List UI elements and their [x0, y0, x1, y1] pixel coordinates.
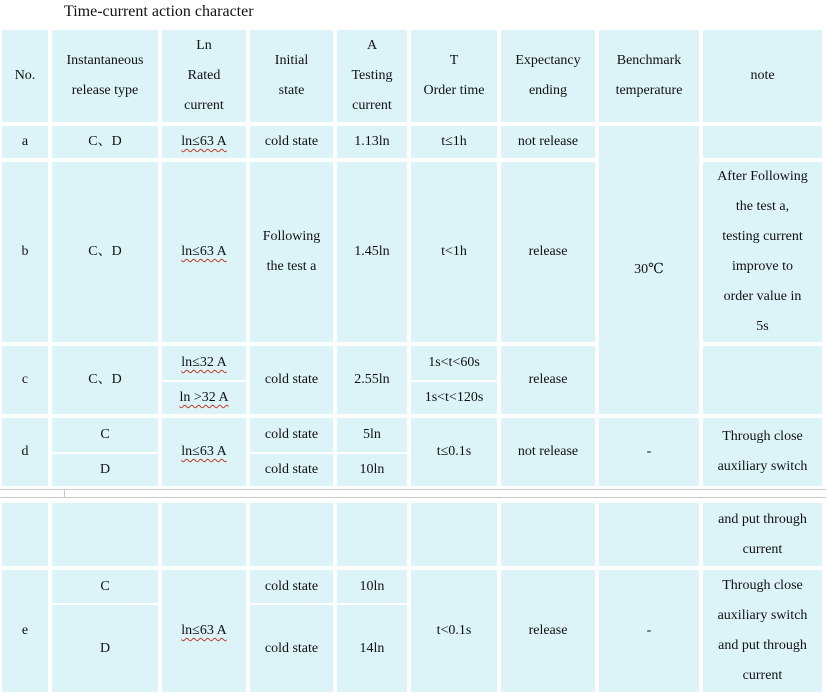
header-benchmark-line1: Benchmark: [616, 53, 682, 68]
row-b-no: [2, 162, 48, 342]
row-b-note-line5: order value in: [723, 289, 802, 304]
row-b-note-line1: After Following: [717, 169, 808, 184]
row-a-ending: [501, 126, 595, 158]
row-e-no: [2, 570, 48, 692]
row-d-benchmark-text: -: [646, 444, 652, 459]
row-d-note: [703, 418, 822, 486]
row-e-ending: [501, 570, 595, 692]
row-d-type-2-text: D: [99, 462, 111, 477]
row-e-current-2-text: 14ln: [359, 640, 385, 656]
header-note: [703, 30, 822, 122]
row-c-rated-1-text: ln≤32 A: [181, 355, 227, 370]
row-b-ending: [501, 162, 595, 342]
cont-current: [337, 503, 407, 566]
row-c-no: [2, 346, 48, 414]
row-a-rated-text: ln≤63 A: [181, 134, 227, 149]
header-release-type-line2: release type: [71, 83, 139, 98]
row-a-time: [411, 126, 497, 158]
row-e-type-2: [52, 605, 158, 692]
cont-note-line1: and put through: [718, 511, 807, 527]
row-b-time: [411, 162, 497, 342]
header-order-time-line2: Order time: [423, 83, 485, 98]
row-c-time-1: [411, 346, 497, 380]
row-e-current-1: [337, 570, 407, 603]
row-c-type-text: C、D: [88, 372, 122, 387]
row-e-time-text: t<0.1s: [436, 623, 472, 638]
header-release-type-line1: Instantaneous: [66, 53, 144, 68]
row-d-current-1: [337, 418, 407, 452]
row-e-rated: [162, 570, 246, 692]
row-d-time-text: t≤0.1s: [436, 444, 472, 459]
row-e-time: [411, 570, 497, 692]
row-b-note-line4: improve to: [731, 259, 794, 274]
row-e-benchmark-text: -: [646, 623, 652, 638]
header-no: [2, 30, 48, 122]
row-b-note: [703, 162, 822, 342]
row-e-benchmark: [599, 570, 699, 692]
header-expectancy: [501, 30, 595, 122]
header-rated-current: [162, 30, 246, 122]
row-e-state-1-text: cold state: [264, 578, 319, 594]
header-initial-state: [250, 30, 333, 122]
header-release-type: [52, 30, 158, 122]
row-b-state-line1: Following: [262, 229, 321, 244]
row-d-current-2: [337, 454, 407, 486]
row-e-ending-text: release: [528, 623, 568, 638]
header-note-label: note: [750, 68, 775, 83]
row-c-current: [337, 346, 407, 414]
row-d-state-1-text: cold state: [264, 427, 319, 442]
row-a-no: [2, 126, 48, 158]
row-c-state-text: cold state: [264, 372, 319, 387]
row-b-state-line2: the test a: [266, 259, 317, 274]
row-a-time-text: t≤1h: [441, 134, 467, 149]
row-c-ending: [501, 346, 595, 414]
row-c-state: [250, 346, 333, 414]
page-break-tick: [64, 489, 65, 498]
cont-rated: [162, 503, 246, 566]
row-e-note-line2: auxiliary switch: [717, 608, 808, 623]
cont-state: [250, 503, 333, 566]
row-d-type-2: [52, 454, 158, 486]
row-d-current-2-text: 10ln: [359, 462, 385, 477]
row-a-note: [703, 126, 822, 158]
row-a-current-text: 1.13ln: [354, 134, 390, 149]
row-c-current-text: 2.55ln: [354, 372, 390, 387]
row-c-ending-text: release: [528, 372, 568, 387]
header-benchmark: [599, 30, 699, 122]
header-order-time-line1: T: [449, 53, 459, 68]
row-c-time-1-text: 1s<t<60s: [428, 355, 480, 370]
cont-time: [411, 503, 497, 566]
row-e-type-1: [52, 570, 158, 603]
benchmark-temperature-cell: [599, 126, 699, 414]
row-c-time-2-text: 1s<t<120s: [424, 390, 484, 405]
row-c-type: [52, 346, 158, 414]
row-a-state: [250, 126, 333, 158]
row-b-note-line2: the test a,: [735, 199, 790, 214]
row-a-type: [52, 126, 158, 158]
row-d-state-2: [250, 454, 333, 486]
row-d-state-2-text: cold state: [264, 462, 319, 477]
row-e-no-text: e: [21, 623, 29, 638]
row-e-current-2: [337, 605, 407, 692]
row-b-ending-text: release: [528, 244, 568, 259]
header-testing-current: [337, 30, 407, 122]
row-b-current: [337, 162, 407, 342]
header-rated-current-line3: current: [184, 98, 224, 113]
row-c-no-text: c: [21, 372, 29, 387]
row-c-note: [703, 346, 822, 414]
row-d-ending-text: not release: [517, 444, 579, 459]
cont-no: [2, 503, 48, 566]
row-e-state-2: [250, 605, 333, 692]
row-a-type-text: C、D: [88, 134, 122, 149]
row-c-rated-2: [162, 382, 246, 414]
row-a-no-text: a: [21, 134, 29, 149]
row-e-note-line3: and put through: [718, 638, 807, 653]
row-a-current: [337, 126, 407, 158]
row-d-no: [2, 418, 48, 486]
cont-note-line2: current: [742, 541, 783, 557]
row-d-rated: [162, 418, 246, 486]
page-break-line-top: [0, 489, 826, 490]
row-d-type-1: [52, 418, 158, 452]
row-d-no-text: d: [21, 444, 29, 459]
row-d-current-1-text: 5ln: [363, 427, 381, 442]
row-d-rated-text: ln≤63 A: [181, 444, 227, 459]
row-e-type-1-text: C: [100, 578, 110, 594]
row-b-state: [250, 162, 333, 342]
row-e-note: [703, 570, 822, 692]
header-initial-state-line1: Initial: [274, 53, 309, 68]
row-b-type-text: C、D: [88, 244, 122, 259]
row-e-type-2-text: D: [99, 640, 111, 656]
row-d-state-1: [250, 418, 333, 452]
row-b-note-line3: testing current: [722, 229, 803, 244]
page-title: Time-current action character: [64, 3, 254, 20]
cont-ending: [501, 503, 595, 566]
page-break-line-bottom: [0, 497, 826, 498]
header-rated-current-line1: Ln: [196, 38, 212, 53]
row-d-benchmark: [599, 418, 699, 486]
row-e-rated-text: ln≤63 A: [181, 623, 227, 638]
row-d-note-line1: Through close: [722, 429, 803, 444]
row-b-no-text: b: [21, 244, 29, 259]
row-e-note-line1: Through close: [722, 578, 803, 593]
row-e-state-2-text: cold state: [264, 640, 319, 656]
header-no-label: No.: [14, 68, 36, 83]
header-benchmark-line2: temperature: [615, 83, 683, 98]
row-a-rated: [162, 126, 246, 158]
header-initial-state-line2: state: [278, 83, 305, 98]
row-d-ending: [501, 418, 595, 486]
row-a-ending-text: not release: [517, 134, 579, 149]
header-order-time: [411, 30, 497, 122]
row-b-rated: [162, 162, 246, 342]
row-c-rated-2-text: ln >32 A: [179, 390, 229, 405]
row-d-type-1-text: C: [100, 427, 110, 442]
row-b-type: [52, 162, 158, 342]
cont-note: [703, 503, 822, 566]
header-testing-current-line1: A: [366, 38, 378, 53]
row-c-time-2: [411, 382, 497, 414]
cont-type: [52, 503, 158, 566]
header-expectancy-line2: ending: [528, 83, 568, 98]
row-c-rated-1: [162, 346, 246, 380]
row-b-time-text: t<1h: [441, 244, 467, 259]
benchmark-temperature-value: 30℃: [634, 262, 664, 277]
row-d-time: [411, 418, 497, 486]
row-e-state-1: [250, 570, 333, 603]
row-b-current-text: 1.45ln: [354, 244, 390, 259]
row-b-rated-text: ln≤63 A: [181, 244, 227, 259]
header-rated-current-line2: Rated: [187, 68, 221, 83]
cont-benchmark: [599, 503, 699, 566]
row-d-note-line2: auxiliary switch: [717, 459, 808, 474]
row-e-note-line4: current: [742, 668, 783, 683]
row-e-current-1-text: 10ln: [359, 578, 385, 594]
row-b-note-line6: 5s: [756, 319, 769, 334]
header-testing-current-line2: Testing: [351, 68, 393, 83]
row-a-state-text: cold state: [264, 134, 319, 149]
header-expectancy-line1: Expectancy: [515, 53, 581, 68]
header-testing-current-line3: current: [352, 98, 392, 113]
